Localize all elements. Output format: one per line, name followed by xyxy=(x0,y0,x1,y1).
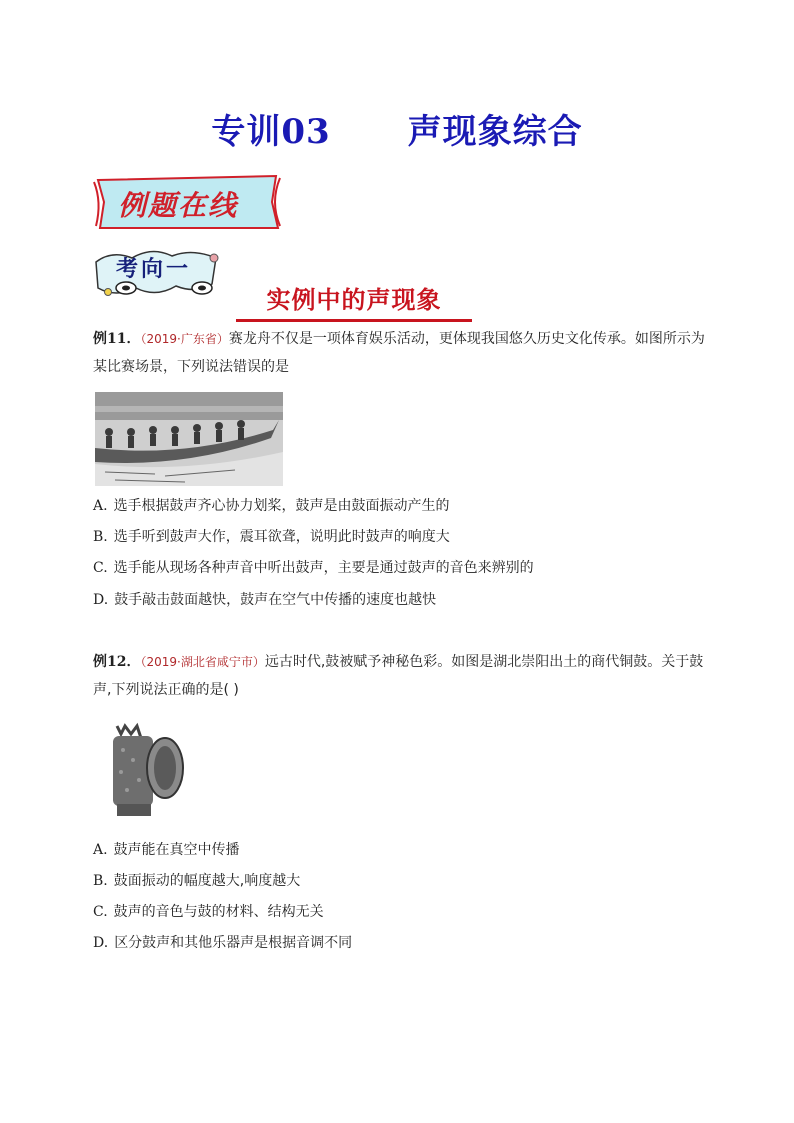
question-11-option-b[interactable]: B. 选手听到鼓声大作，震耳欲聋，说明此时鼓声的响度大 xyxy=(93,529,450,545)
question-source: （2019·湖北省咸宁市） xyxy=(140,655,265,669)
question-number: 例12． xyxy=(93,654,141,670)
question-12-option-b[interactable]: B. 鼓面振动的幅度越大,响度越大 xyxy=(93,873,301,889)
topic-badge-label: 考向一 xyxy=(116,256,192,282)
question-stem: 远古时代,鼓被赋予神秘色彩。如图是湖北崇阳出土的商代铜鼓。关于鼓声,下列说法正确的是( ) xyxy=(93,654,704,698)
page-title: 专训03 声现象综合 xyxy=(211,112,583,152)
bronze-drum-photo xyxy=(103,720,193,824)
example-banner xyxy=(92,172,282,232)
question-source: （2019·广东省） xyxy=(140,332,229,346)
topic-title: 实例中的声现象 xyxy=(236,280,472,322)
question-11 xyxy=(93,325,713,381)
question-11-option-d[interactable]: D. 鼓手敲击鼓面越快，鼓声在空气中传播的速度也越快 xyxy=(93,592,437,608)
question-11-option-a[interactable]: A. 选手根据鼓声齐心协力划桨，鼓声是由鼓面振动产生的 xyxy=(93,498,450,514)
question-number: 例11． xyxy=(93,331,141,347)
question-12-option-c[interactable]: C. 鼓声的音色与鼓的材料、结构无关 xyxy=(93,904,324,920)
topic-badge xyxy=(92,244,222,302)
question-stem: 赛龙舟不仅是一项体育娱乐活动，更体现我国悠久历史文化传承。如图所示为某比赛场景，下列说法错误的是 xyxy=(93,331,705,375)
banner-label: 例题在线 xyxy=(118,189,239,222)
question-12-option-d[interactable]: D. 区分鼓声和其他乐器声是根据音调不同 xyxy=(93,935,353,951)
question-12-option-a[interactable]: A. 鼓声能在真空中传播 xyxy=(93,842,240,858)
question-11-option-c[interactable]: C. 选手能从现场各种声音中听出鼓声，主要是通过鼓声的音色来辨别的 xyxy=(93,560,534,576)
dragon-boat-photo xyxy=(95,392,283,490)
question-12 xyxy=(93,648,713,704)
